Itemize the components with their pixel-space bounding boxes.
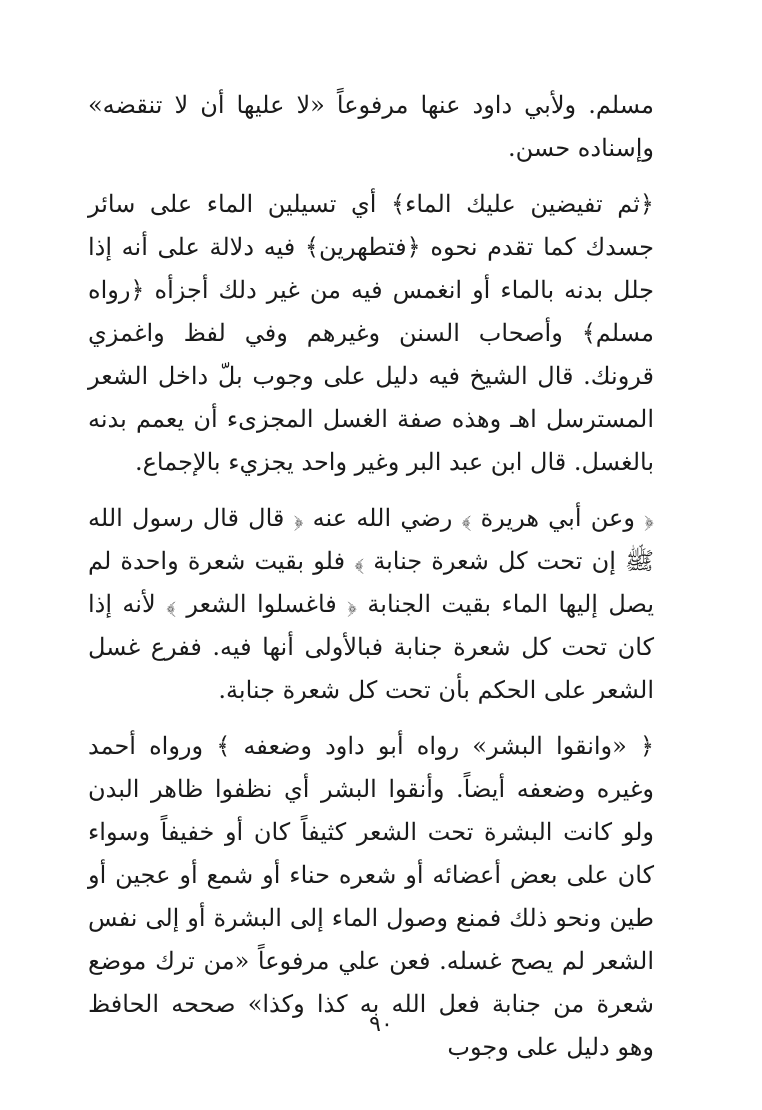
- page-number: ٩٠: [369, 1012, 393, 1037]
- page-body: [88, 84, 654, 1069]
- paragraph-3: ﴿ وعن أبي هريرة ﴾ رضي الله عنه ﴿ قال قال رسول الله ﷺ إن تحت كل شعرة جنابة ﴾ فلو بقيت شعرة واحدة لم يصل إليها الماء بقيت الجنابة ﴿ فاغسلوا الشعر ﴾ لأنه إذا كان تحت كل شعرة جنابة فبالأولى أنها فيه. ففرع غسل الشعر على الحكم بأن تحت كل شعرة جنابة.: [88, 504, 655, 704]
- paragraph-4: ﴿ «وانقوا البشر» رواه أبو داود وضعفه ﴾ ورواه أحمد وغيره وضعفه أيضاً. وأنقوا البشر أي نظفوا ظاهر البدن ولو كانت البشرة تحت الشعر كثيفاً كان أو خفيفاً وسواء كان على بعض أعضائه أو شعره حناء أو شمع أو عجين أو طين ونحو ذلك فمنع وصول الماء إلى البشرة أو إلى نفس الشعر لم يصح غسله. فعن علي مرفوعاً «من ترك موضع شعرة من جنابة فعل الله به كذا وكذا» صححه الحافظ وهو دليل على وجوب: [88, 732, 654, 1061]
- paragraph-1: مسلم. ولأبي داود عنها مرفوعاً «لا عليها أن لا تنقضه» وإسناده حسن.: [88, 91, 654, 162]
- paragraph-2: ﴿ثم تفيضين عليك الماء﴾ أي تسيلين الماء على سائر جسدك كما تقدم نحوه ﴿فتطهرين﴾ فيه دلالة على أنه إذا جلل بدنه بالماء أو انغمس فيه من غير دلك أجزأه ﴿رواه مسلم﴾ وأصحاب السنن وغيرهم وفي لفظ واغمزي قرونك. قال الشيخ فيه دليل على وجوب بلّ داخل الشعر المسترسل اهـ وهذه صفة الغسل المجزىء أن يعمم بدنه بالغسل. قال ابن عبد البر وغير واحد يجزيء بالإجماع.: [88, 190, 655, 476]
